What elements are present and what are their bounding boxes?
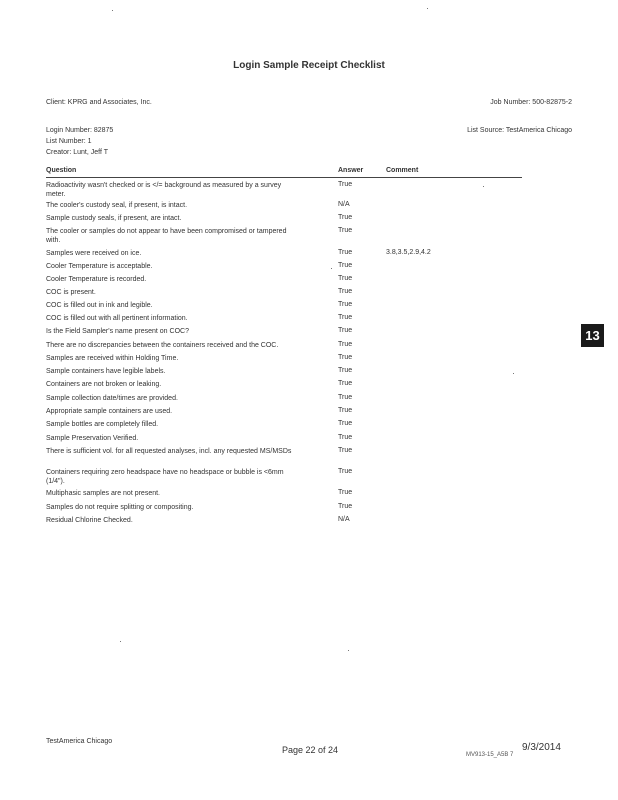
answer-cell: True	[338, 327, 353, 334]
question-cell: Sample collection date/times are provided.	[46, 395, 178, 402]
checklist-table-header	[46, 167, 522, 178]
answer-cell: True	[338, 301, 353, 308]
question-cell: Sample custody seals, if present, are intact.	[46, 215, 182, 222]
question-cell: Cooler Temperature is recorded.	[46, 276, 147, 283]
answer-cell: True	[338, 354, 353, 361]
question-cell: There are no discrepancies between the containers received and the COC.	[46, 342, 279, 349]
question-cell: Is the Field Sampler's name present on COC?	[46, 328, 189, 335]
footer-lab-name: TestAmerica Chicago	[46, 738, 113, 745]
answer-cell: True	[338, 420, 353, 427]
job-number: Job Number: 500-82875-2	[490, 99, 572, 106]
page-title: Login Sample Receipt Checklist	[233, 60, 385, 71]
scan-speck	[483, 186, 484, 187]
answer-cell: True	[338, 367, 353, 374]
scan-speck	[427, 8, 428, 9]
answer-cell: True	[338, 434, 353, 441]
login-number: Login Number: 82875	[46, 127, 114, 134]
question-cell: COC is filled out in ink and legible.	[46, 302, 153, 309]
footer-date: 9/3/2014	[522, 742, 561, 753]
answer-cell: True	[338, 503, 353, 510]
question-cell: Multiphasic samples are not present.	[46, 490, 160, 497]
answer-cell: True	[338, 407, 353, 414]
answer-cell: True	[338, 214, 353, 221]
question-cell: Sample bottles are completely filled.	[46, 421, 159, 428]
answer-cell: True	[338, 468, 353, 475]
question-cell: Appropriate sample containers are used.	[46, 408, 173, 415]
answer-cell: True	[338, 275, 353, 282]
question-cell: Containers are not broken or leaking.	[46, 381, 162, 388]
question-cell: The cooler or samples do not appear to have been compromised or tampered with.	[46, 228, 287, 244]
question-cell: Samples were received on ice.	[46, 250, 142, 257]
answer-cell: True	[338, 341, 353, 348]
answer-cell: True	[338, 314, 353, 321]
question-cell: Containers requiring zero headspace have no headspace or bubble is <6mm (1/4").	[46, 469, 284, 485]
footer-page-number: Page 22 of 24	[282, 745, 339, 755]
scan-speck	[348, 650, 349, 651]
answer-cell: True	[338, 380, 353, 387]
question-cell: Sample containers have legible labels.	[46, 368, 166, 375]
question-cell: The cooler's custody seal, if present, is intact.	[46, 202, 188, 209]
comment-column-header: Comment	[386, 167, 419, 174]
answer-cell: True	[338, 249, 353, 256]
question-column-header: Question	[46, 167, 77, 174]
question-cell: Sample Preservation Verified.	[46, 435, 139, 442]
question-cell: There is sufficient vol. for all requested analyses, incl. any requested MS/MSDs	[46, 448, 292, 455]
list-source: List Source: TestAmerica Chicago	[467, 127, 572, 134]
question-cell: Samples do not require splitting or compositing.	[46, 504, 194, 511]
scan-speck	[331, 268, 332, 269]
answer-cell: True	[338, 227, 353, 234]
question-cell: Cooler Temperature is acceptable.	[46, 263, 153, 270]
scan-speck	[513, 373, 514, 374]
answer-column-header: Answer	[338, 167, 364, 174]
answer-cell: True	[338, 262, 353, 269]
question-cell: Samples are received within Holding Time.	[46, 355, 179, 362]
section-tab-badge: 13	[581, 324, 604, 347]
creator: Creator: Lunt, Jeff T	[46, 149, 108, 156]
question-cell: Residual Chlorine Checked.	[46, 517, 133, 524]
answer-cell: N/A	[338, 516, 350, 523]
scan-speck	[112, 10, 113, 11]
answer-cell: True	[338, 181, 353, 188]
comment-cell: 3.8,3.5,2.9,4.2	[386, 249, 431, 256]
list-number: List Number: 1	[46, 138, 92, 145]
answer-cell: True	[338, 489, 353, 496]
question-cell: Radioactivity wasn't checked or is </= background as measured by a survey meter.	[46, 182, 282, 198]
question-cell: COC is filled out with all pertinent information.	[46, 315, 188, 322]
answer-cell: True	[338, 447, 353, 454]
scan-speck	[120, 641, 121, 642]
answer-cell: True	[338, 394, 353, 401]
question-cell: COC is present.	[46, 289, 96, 296]
footer-document-id: MV913-15_A5B 7	[466, 752, 514, 758]
answer-cell: True	[338, 288, 353, 295]
client-name: Client: KPRG and Associates, Inc.	[46, 99, 152, 106]
answer-cell: N/A	[338, 201, 350, 208]
